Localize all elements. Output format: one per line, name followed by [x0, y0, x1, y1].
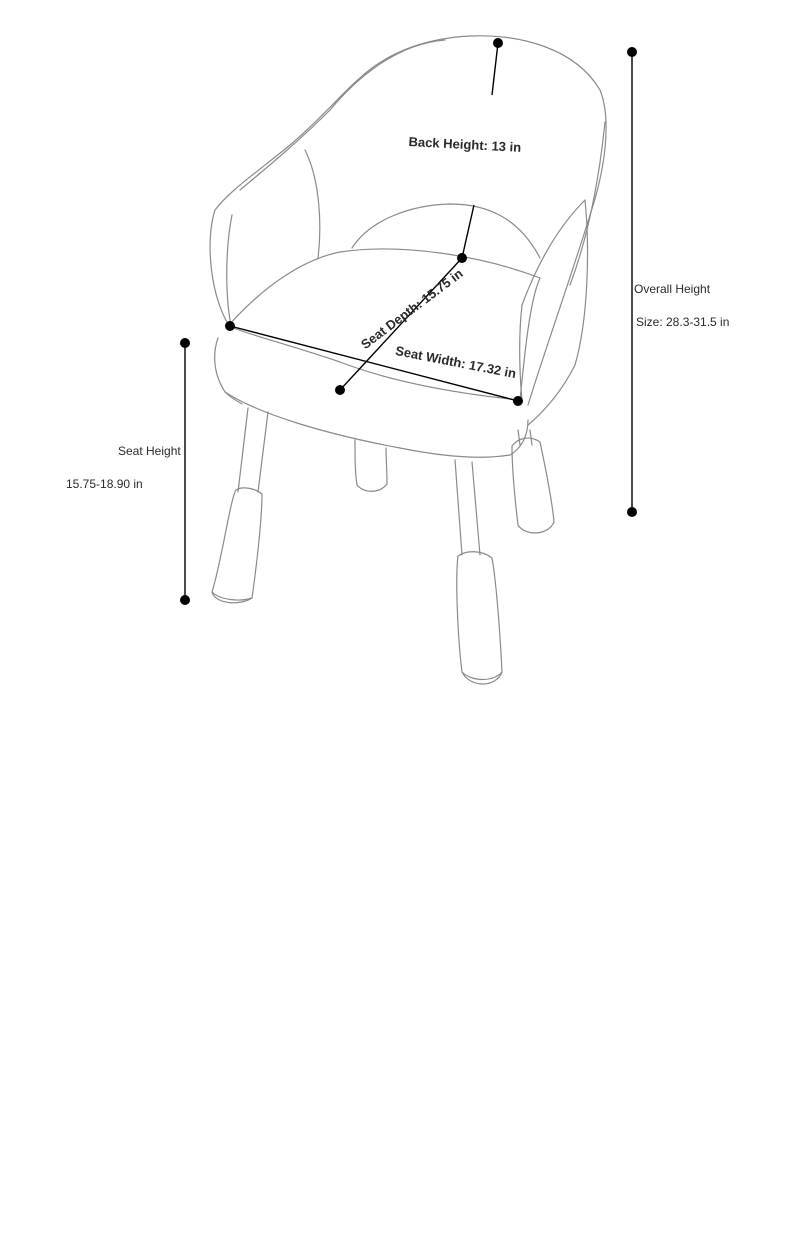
- seat-depth-dot-back: [457, 253, 467, 263]
- seat-width-dot-left: [225, 321, 235, 331]
- seat-depth-back-line: [462, 205, 474, 258]
- overall-height-dot-bottom: [627, 507, 637, 517]
- chair-inner-back: [352, 204, 540, 258]
- seat-height-dot-bottom: [180, 595, 190, 605]
- measurement-endpoints: [180, 38, 637, 605]
- chair-left-arm: [305, 150, 320, 258]
- seat-depth-dot-front: [335, 385, 345, 395]
- chair-right-arm: [520, 200, 585, 400]
- measurement-lines: [185, 43, 632, 600]
- seat-depth-label: Seat Depth: 15.75 in: [358, 265, 466, 352]
- chair-leg-back-left: [355, 440, 387, 491]
- seat-width-label: Seat Width: 17.32 in: [394, 343, 518, 382]
- seat-height-label: Seat Height: [118, 444, 181, 458]
- overall-height-dot-top: [627, 47, 637, 57]
- chair-leg-front-left: [238, 408, 268, 492]
- overall-height-size: Size: 28.3-31.5 in: [636, 315, 730, 329]
- seat-height-range: 15.75-18.90 in: [66, 477, 143, 491]
- seat-width-dot-right: [513, 396, 523, 406]
- chair-backrest-rim: [240, 40, 445, 190]
- back-height-dot: [493, 38, 503, 48]
- seat-height-dot-top: [180, 338, 190, 348]
- chair-leg-front-right: [455, 460, 480, 555]
- back-height-label: Back Height: 13 in: [408, 134, 522, 155]
- back-height-line: [492, 43, 498, 95]
- overall-height-label: Overall Height: [634, 282, 711, 296]
